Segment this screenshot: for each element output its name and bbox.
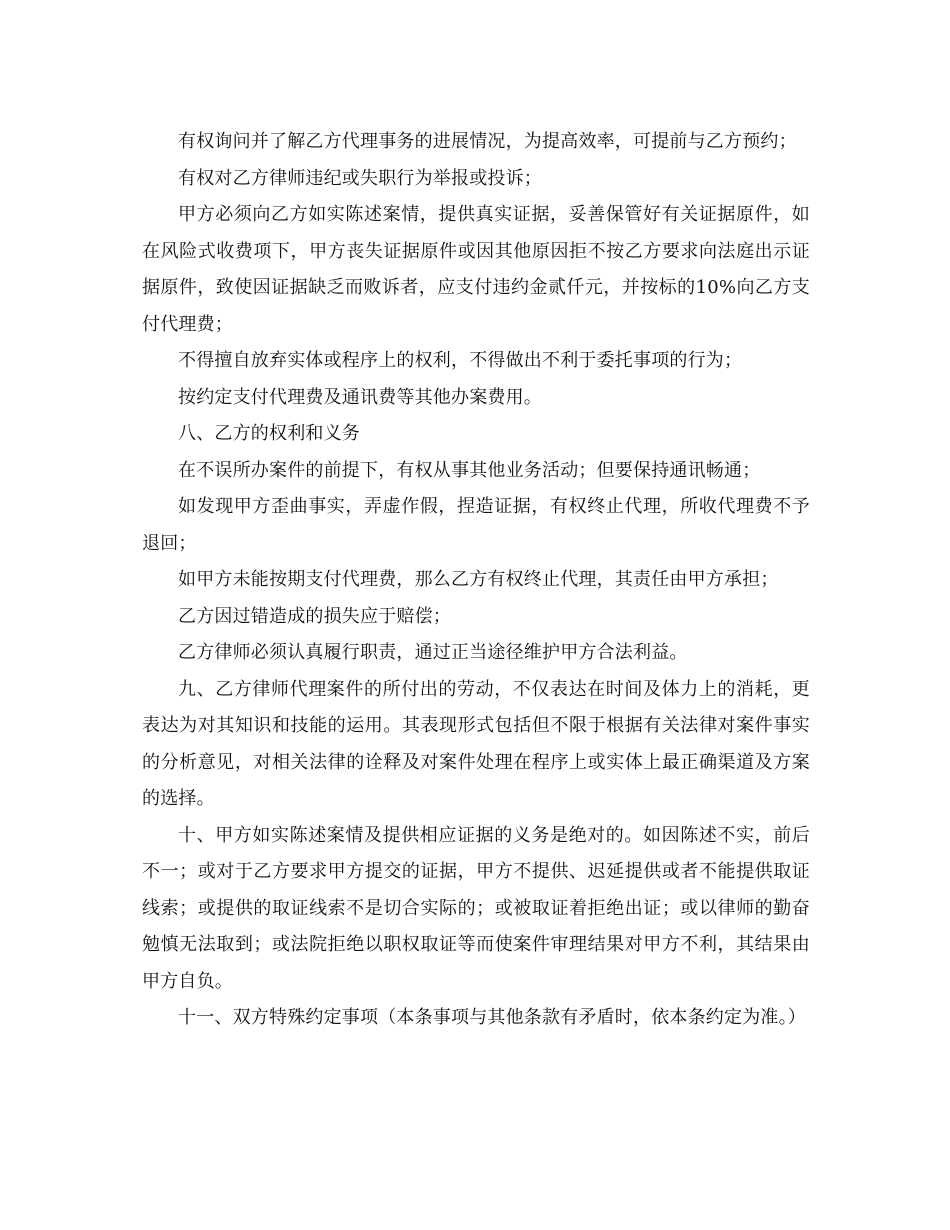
paragraph-lawyer-other-business: 在不误所办案件的前提下，有权从事其他业务活动；但要保持通讯畅通； — [178, 459, 761, 481]
paragraph-client-evidence-duty: 甲方必须向乙方如实陈述案情，提供真实证据，妥善保管好有关证据原件，如在风险式收费项下，甲方丧失证据原件或因其他原因拒不按乙方要求向法庭出示证据原件，致使因证据缺乏而败诉者，应支付违约金贰仟元，并按标的10%向乙方支付代理费； — [142, 204, 810, 335]
paragraph-lawyer-terminate-fraud: 如发现甲方歪曲事实，弄虚作假，捏造证据，有权终止代理，所收代理费不予退回； — [142, 496, 810, 554]
paragraph-lawyer-duty: 乙方律师必须认真履行职责，通过正当途径维护甲方合法利益。 — [178, 642, 688, 663]
paragraph-client-payment-duty: 按约定支付代理费及通讯费等其他办案费用。 — [178, 386, 542, 408]
section-11-paragraph: 十一、双方特殊约定事项（本条事项与其他条款有矛盾时，依本条约定为准。） — [178, 1007, 806, 1028]
paragraph-lawyer-compensation: 乙方因过错造成的损失应于赔偿； — [178, 605, 451, 627]
document-body — [142, 124, 810, 1037]
section-10-paragraph: 十、甲方如实陈述案情及提供相应证据的义务是绝对的。如因陈述不实，前后不一；或对于乙方要求甲方提交的证据，甲方不提供、迟延提供或者不能提供取证线索；或提供的取证线索不是切合实际的；或被取证着拒绝出证；或以律师的勤奋勉慎无法取到；或法院拒绝以职权取证等而使案件审理结果对甲方不利，其结果由甲方自负。 — [142, 824, 810, 992]
paragraph-client-report-right: 有权对乙方律师违纪或失职行为举报或投诉； — [178, 167, 542, 189]
section-9-paragraph: 九、乙方律师代理案件的所付出的劳动，不仅表达在时间及体力上的消耗，更表达为对其知识和技能的运用。其表现形式包括但不限于根据有关法律对案件事实的分析意见，对相关法律的诠释及对案件处理在程序上或实体上最正确渠道及方案的选择。 — [142, 678, 810, 809]
paragraph-client-no-waiver: 不得擅自放弃实体或程序上的权利，不得做出不利于委托事项的行为； — [178, 350, 743, 371]
section-heading-8: 八、乙方的权利和义务 — [178, 423, 360, 444]
paragraph-client-inquiry-right: 有权询问并了解乙方代理事务的进展情况，为提高效率，可提前与乙方预约； — [178, 131, 797, 152]
paragraph-lawyer-terminate-nonpayment: 如甲方未能按期支付代理费，那么乙方有权终止代理，其责任由甲方承担； — [178, 569, 779, 590]
